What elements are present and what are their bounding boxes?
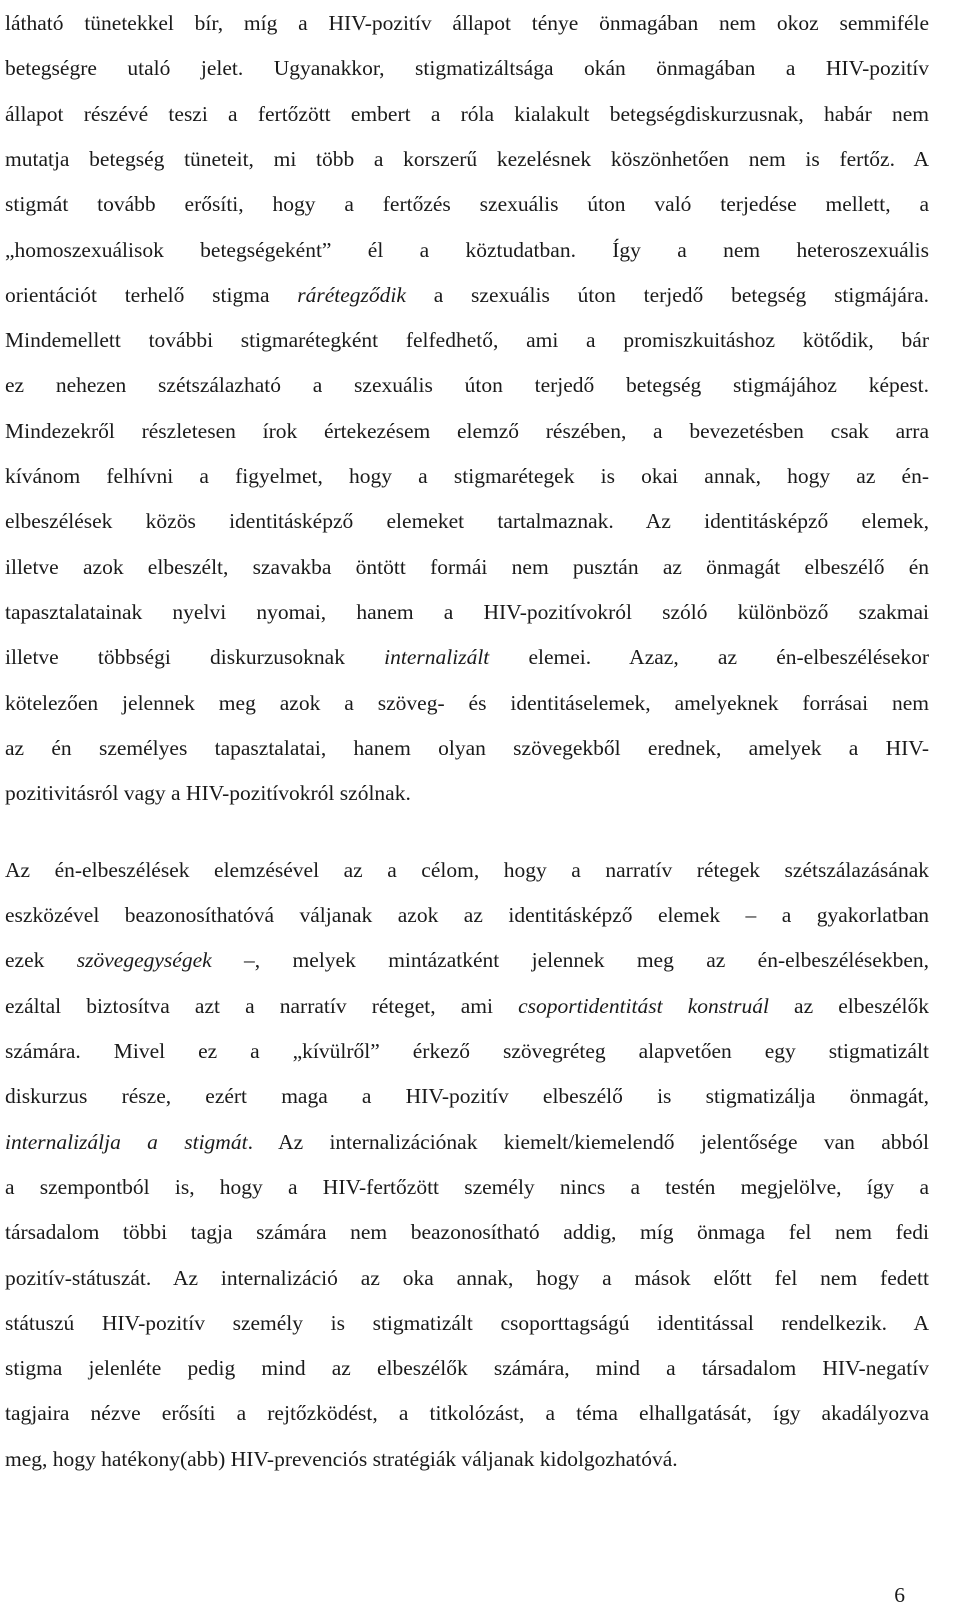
text-segment: állapot részévé teszi a fertőzött embert a róla kialakult betegségdiskurzusnak, habár nem	[5, 101, 929, 126]
text-line	[5, 1300, 929, 1346]
italic-text: internalizálja a stigmát	[5, 1129, 248, 1154]
text-line	[5, 770, 929, 816]
text-segment: illetve azok elbeszélt, szavakba öntött formái nem pusztán az önmagát elbeszélő én	[5, 554, 929, 579]
text-line	[5, 136, 929, 182]
text-segment: ezáltal biztosítva azt a narratív réteget, ami	[5, 993, 519, 1018]
text-segment: az én személyes tapasztalatai, hanem olyan szövegekből erednek, amelyek a HIV-	[5, 735, 929, 760]
text-segment: elbeszélések közös identitásképző elemeket tartalmaznak. Az identitásképző elemek,	[5, 509, 929, 534]
text-line	[5, 45, 929, 91]
page-number: 6	[894, 1583, 905, 1607]
text-segment: „homoszexuálisok betegségeként” él a köztudatban. Így a nem heteroszexuális	[5, 237, 929, 262]
text-line	[5, 1255, 929, 1301]
text-segment: ezek	[5, 948, 77, 973]
text-segment: tagjaira nézve erősíti a rejtőzködést, a titkolózást, a téma elhallgatását, így akadályozva	[5, 1401, 929, 1426]
text-segment: státuszú HIV-pozitív személy is stigmatizált csoporttagságú identitással rendelkezik. A	[5, 1310, 929, 1335]
text-segment: kívánom felhívni a figyelmet, hogy a stigmarétegek is okai annak, hogy az én-	[5, 464, 929, 488]
text-segment: tapasztalatainak nyelvi nyomai, hanem a HIV-pozitívokról szóló különböző szakmai	[5, 599, 929, 624]
text-line	[5, 1164, 929, 1210]
text-line	[5, 498, 929, 544]
text-line	[5, 847, 929, 893]
text-line	[5, 680, 929, 726]
text-segment: stigma jelenléte pedig mind az elbeszélők számára, mind a társadalom HIV-negatív	[5, 1356, 929, 1381]
text-segment: társadalom többi tagja számára nem beazonosítható addig, míg önmaga fel nem fedi	[5, 1220, 929, 1245]
text-segment: Az én-elbeszélések elemzésével az a célom, hogy a narratív rétegek szétszálazásának	[5, 857, 929, 882]
text-line	[5, 589, 929, 635]
text-line	[5, 725, 929, 771]
text-segment: eszközével beazonosíthatóvá váljanak azok az identitásképző elemek – a gyakorlatban	[5, 903, 929, 928]
text-line	[5, 1073, 929, 1119]
italic-text: szövegegységek	[76, 948, 212, 973]
text-line	[5, 983, 929, 1029]
text-line	[5, 362, 929, 408]
italic-text: rárétegződik	[297, 282, 406, 307]
italic-text: internalizált	[384, 645, 490, 670]
text-line	[5, 1436, 929, 1482]
text-line	[5, 544, 929, 590]
text-segment: az elbeszélők	[768, 993, 929, 1018]
text-segment: pozitivitásról vagy a HIV-pozitívokról szólnak.	[5, 781, 411, 806]
text-line	[5, 1390, 929, 1436]
text-segment: a szempontból is, hogy a HIV-fertőzött személy nincs a testén megjelölve, így a	[5, 1174, 929, 1199]
text-segment: elemei. Azaz, az én-elbeszélésekor	[489, 645, 929, 670]
text-line	[5, 937, 929, 983]
text-segment: mutatja betegség tüneteit, mi több a korszerű kezelésnek köszönhetően nem is fertőz. A	[5, 146, 929, 171]
text-line	[5, 0, 929, 46]
text-line	[5, 181, 929, 227]
text-segment: pozitív-státuszát. Az internalizáció az oka annak, hogy a mások előtt fel nem fedett	[5, 1265, 929, 1290]
text-line	[5, 1209, 929, 1255]
text-segment: diskurzus része, ezért maga a HIV-pozitív elbeszélő is stigmatizálja önmagát,	[5, 1084, 929, 1109]
text-line	[5, 91, 929, 137]
text-line	[5, 1345, 929, 1391]
text-line	[5, 892, 929, 938]
text-segment: kötelezően jelennek meg azok a szöveg- és identitáselemek, amelyeknek forrásai nem	[5, 690, 929, 715]
text-line	[5, 634, 929, 680]
italic-text: csoportidentitást konstruál	[518, 993, 769, 1018]
text-line	[5, 408, 929, 454]
text-line	[5, 317, 929, 363]
text-segment: stigmát tovább erősíti, hogy a fertőzés szexuális úton való terjedése mellett, a	[5, 192, 929, 217]
text-line	[5, 1028, 929, 1074]
text-segment: betegségre utaló jelet. Ugyanakkor, stigmatizáltsága okán önmagában a HIV-pozitív	[5, 56, 929, 81]
text-segment: a szexuális úton terjedő betegség stigmájára.	[405, 282, 929, 307]
text-line	[5, 453, 929, 499]
text-segment: látható tünetekkel bír, míg a HIV-pozitív állapot ténye önmagában nem okoz semmiféle	[5, 11, 929, 35]
text-segment: Mindezekről részletesen írok értekezésem elemző részében, a bevezetésben csak arra	[5, 418, 929, 443]
text-line	[5, 1119, 929, 1165]
text-segment: orientációt terhelő stigma	[5, 282, 298, 307]
text-segment: ez nehezen szétszálazható a szexuális úton terjedő betegség stigmájához képest.	[5, 373, 929, 398]
text-segment: illetve többségi diskurzusoknak	[5, 645, 385, 670]
text-segment: . Az internalizációnak kiemelt/kiemelendő jelentősége van abból	[247, 1129, 929, 1154]
text-segment: –, melyek mintázatként jelennek meg az én-elbeszélésekben,	[211, 948, 929, 973]
text-segment: számára. Mivel ez a „kívülről” érkező szövegréteg alapvetően egy stigmatizált	[5, 1039, 929, 1063]
text-line	[5, 227, 929, 273]
text-segment: Mindemellett további stigmarétegként felfedhető, ami a promiszkuitáshoz kötődik, bár	[5, 328, 929, 353]
text-line	[5, 272, 929, 318]
text-segment: meg, hogy hatékony(abb) HIV-prevenciós stratégiák váljanak kidolgozhatóvá.	[5, 1446, 678, 1471]
